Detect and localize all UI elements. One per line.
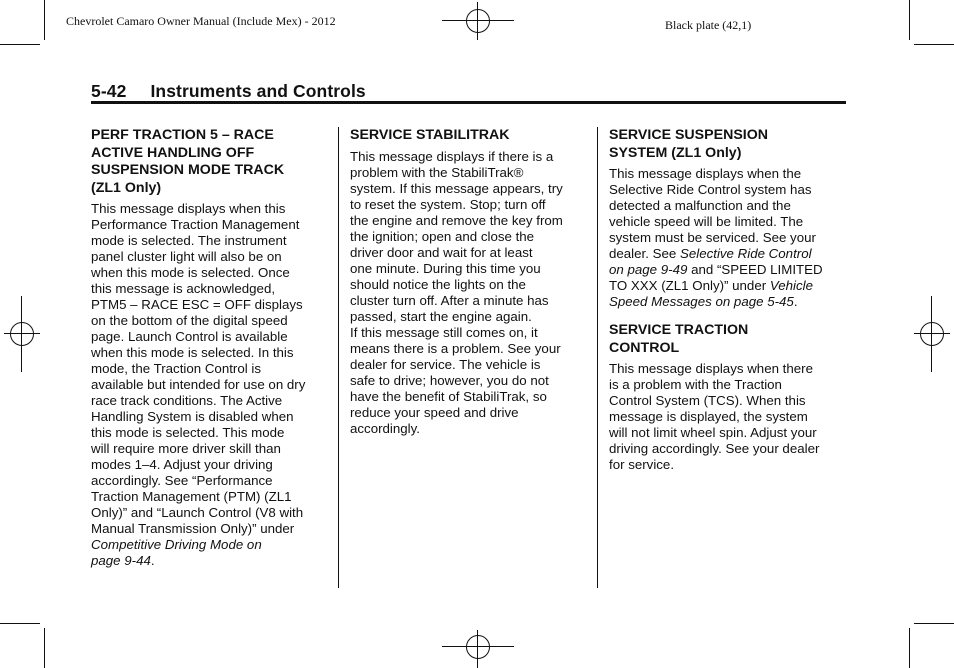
- text-line: one minute. During this time you: [350, 260, 541, 276]
- crop-mark: [914, 44, 954, 45]
- text-line: is a problem with the Traction: [609, 377, 782, 392]
- text-line: vehicle speed will be limited. The: [609, 214, 804, 229]
- text-line: This message displays when there: [609, 361, 813, 376]
- text-line: ACTIVE HANDLING OFF: [91, 144, 255, 161]
- text-line: when this mode is selected. In this: [91, 345, 294, 360]
- crop-mark: [44, 0, 45, 40]
- service-suspension-body: [609, 166, 849, 310]
- text-line: accordingly. See “Performance: [91, 473, 273, 488]
- text-line: this message is acknowledged,: [91, 281, 276, 296]
- text-line: PERF TRACTION 5 – RACE: [91, 127, 274, 143]
- crop-mark: [0, 623, 40, 624]
- text-line: system must be serviced. See your: [609, 230, 816, 245]
- text-line: reduce your speed and drive: [350, 404, 519, 420]
- text-line: accordingly.: [350, 420, 420, 436]
- text-line: (ZL1 Only): [91, 179, 162, 196]
- service-stabilitrak-body: [350, 149, 590, 437]
- text-line: have the benefit of StabiliTrak, so: [350, 388, 547, 404]
- registration-mark: [920, 322, 944, 346]
- crop-mark: [909, 0, 910, 40]
- text-line: Performance Traction Management: [91, 217, 300, 232]
- column-2: [350, 127, 590, 437]
- text-line: PTM5 – RACE ESC = OFF displays: [91, 297, 303, 312]
- text-line: dealer for service. The vehicle is: [350, 356, 541, 372]
- column-3: [609, 127, 849, 473]
- crop-mark: [0, 44, 40, 45]
- service-traction-heading: [609, 322, 849, 357]
- document-title: Chevrolet Camaro Owner Manual (Include Mex) - 2012: [66, 14, 336, 28]
- crop-mark: [44, 628, 45, 668]
- column-divider: [597, 127, 598, 588]
- text-line: page. Launch Control is available: [91, 329, 288, 344]
- cross-reference-link[interactable]: Speed Messages on page 5-45: [609, 294, 794, 309]
- column-divider: [338, 127, 339, 588]
- cross-reference-link[interactable]: on page 9-49: [609, 262, 688, 277]
- cross-reference-link[interactable]: Vehicle: [769, 278, 813, 293]
- text-line: driving accordingly. See your dealer: [609, 441, 820, 456]
- text-line: If this message still comes on, it: [350, 324, 538, 340]
- text-line: SERVICE TRACTION: [609, 322, 749, 338]
- text-line: This message displays when this: [91, 201, 286, 216]
- text-line: when this mode is selected. Once: [91, 265, 290, 280]
- service-suspension-heading: [609, 127, 849, 162]
- text-line: will require more driver skill than: [91, 441, 281, 456]
- text-line: on the bottom of the digital speed: [91, 313, 288, 328]
- crop-mark: [914, 623, 954, 624]
- text-line: This message displays if there is a: [350, 148, 554, 164]
- text-line: mode is selected. The instrument: [91, 233, 287, 248]
- text-line: for service.: [609, 457, 675, 472]
- text-fragment: dealer. See: [609, 246, 680, 261]
- service-stabilitrak-heading: [350, 127, 590, 145]
- text-line: Selective Ride Control system has: [609, 182, 812, 197]
- text-line: modes 1–4. Adjust your driving: [91, 457, 273, 472]
- text-line: should notice the lights on the: [350, 276, 526, 292]
- heading-rule: [91, 101, 846, 104]
- text-line: SYSTEM (ZL1 Only): [609, 144, 742, 161]
- registration-mark: [10, 322, 34, 346]
- text-line: [609, 278, 849, 294]
- page-number: 5-42: [91, 81, 127, 101]
- text-line: Handling System is disabled when: [91, 409, 294, 424]
- text-line: SERVICE STABILITRAK: [350, 127, 510, 143]
- text-line: Traction Management (PTM) (ZL1: [91, 489, 292, 504]
- text-line: Manual Transmission Only)” under: [91, 521, 295, 536]
- service-traction-body: [609, 361, 849, 473]
- registration-mark: [466, 635, 490, 659]
- perf-traction-5-heading: [91, 127, 331, 197]
- text-line: system. If this message appears, try: [350, 180, 563, 196]
- column-1: [91, 127, 331, 569]
- text-line: means there is a problem. See your: [350, 340, 561, 356]
- text-line: driver door and wait for at least: [350, 244, 533, 260]
- text-line: SERVICE SUSPENSION: [609, 127, 768, 143]
- crop-mark: [909, 628, 910, 668]
- text-line: Control System (TCS). When this: [609, 393, 806, 408]
- text-line: Only)” and “Launch Control (V8 with: [91, 505, 304, 520]
- registration-mark: [466, 9, 490, 33]
- cross-reference-link[interactable]: Selective Ride Control: [679, 246, 812, 261]
- text-line: [609, 294, 849, 310]
- text-line: CONTROL: [609, 339, 680, 356]
- text-line: detected a malfunction and the: [609, 198, 791, 213]
- text-line: problem with the StabiliTrak®: [350, 164, 524, 180]
- text-line: passed, start the engine again.: [350, 308, 532, 324]
- text-line: this mode is selected. This mode: [91, 425, 285, 440]
- text-fragment: .: [793, 294, 798, 309]
- text-line: safe to drive; however, you do not: [350, 372, 549, 388]
- page-heading: [91, 81, 366, 102]
- text-line: [609, 262, 849, 278]
- text-fragment: .: [150, 553, 155, 568]
- text-line: will not limit wheel spin. Adjust your: [609, 425, 817, 440]
- cross-reference-link[interactable]: page 9-44: [91, 553, 151, 568]
- text-line: message is displayed, the system: [609, 409, 808, 424]
- text-line: panel cluster light will also be on: [91, 249, 282, 264]
- text-line: cluster turn off. After a minute has: [350, 292, 549, 308]
- text-line: to reset the system. Stop; turn off: [350, 196, 546, 212]
- cross-reference-link[interactable]: Competitive Driving Mode on: [91, 537, 262, 552]
- text-line: [91, 553, 331, 569]
- text-line: [91, 537, 331, 553]
- plate-label: Black plate (42,1): [665, 18, 752, 32]
- text-line: This message displays when the: [609, 166, 802, 181]
- text-line: SUSPENSION MODE TRACK: [91, 162, 285, 178]
- text-fragment: and “SPEED LIMITED: [687, 262, 823, 277]
- text-line: mode, the Traction Control is: [91, 361, 261, 376]
- text-line: race track conditions. The Active: [91, 393, 283, 408]
- text-line: [609, 246, 849, 262]
- text-line: the ignition; open and close the: [350, 228, 535, 244]
- perf-traction-5-body: [91, 201, 331, 569]
- text-line: the engine and remove the key from: [350, 212, 563, 228]
- text-fragment: TO XXX (ZL1 Only)” under: [609, 278, 770, 293]
- text-line: available but intended for use on dry: [91, 377, 306, 392]
- section-title: Instruments and Controls: [150, 81, 366, 101]
